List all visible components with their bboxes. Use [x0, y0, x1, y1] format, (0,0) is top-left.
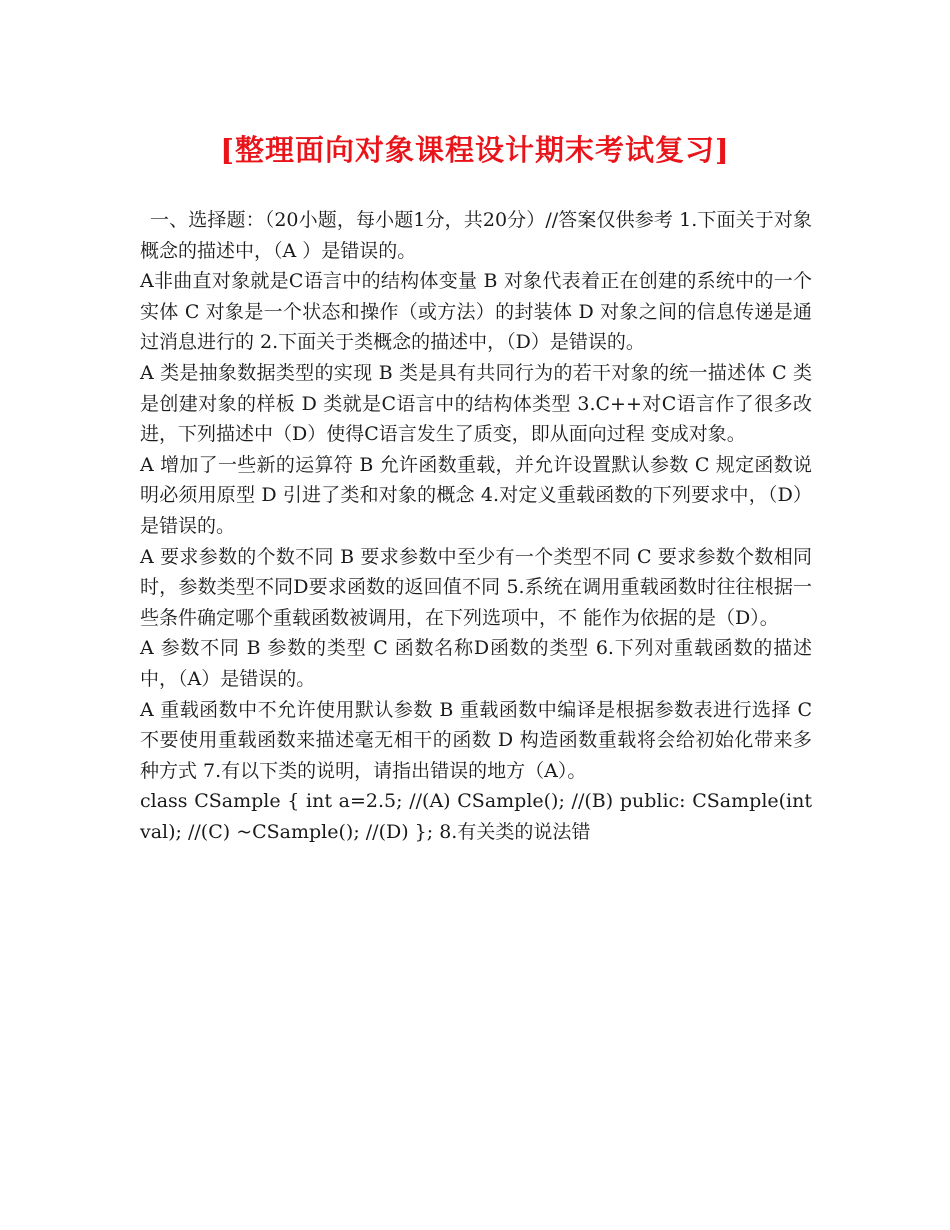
paragraph: 一、选择题：（20小题，每小题1分，共20分）//答案仅供参考 1.下面关于对象概念的描述中，（A ）是错误的。	[140, 209, 812, 262]
paragraph: A 重载函数中不允许使用默认参数 B 重载函数中编译是根据参数表进行选择 C 不要使用重载函数来描述毫无相干的函数 D 构造函数重载将会给初始化带来多种方式 7.有以下类的说明，请指出错误的地方（A）。	[140, 698, 812, 782]
document-title: [整理面向对象课程设计期末考试复习]	[220, 133, 730, 167]
code-paragraph: class CSample { int a=2.5; //(A) CSample(); //(B) public: CSample(int val); //(C) ~CSample(); //(D) }; 8.有关类的说法错	[140, 790, 812, 843]
paragraph: A 类是抽象数据类型的实现 B 类是具有共同行为的若干对象的统一描述体 C 类是创建对象的样板 D 类就是C语言中的结构体类型 3.C++对C语言作了很多改进，下列描述中（D）使得C语言发生了质变，即从面向过程 变成对象。	[140, 361, 812, 446]
paragraph: A 要求参数的个数不同 B 要求参数中至少有一个类型不同 C 要求参数个数相同时，参数类型不同D要求函数的返回值不同 5.系统在调用重载函数时往往根据一些条件确定哪个重载函数被调用，在下列选项中，不 能作为依据的是（D）。	[140, 545, 812, 629]
paragraph: A 增加了一些新的运算符 B 允许函数重载，并允许设置默认参数 C 规定函数说明必须用原型 D 引进了类和对象的概念 4.对定义重载函数的下列要求中，（D）是错误的。	[140, 453, 812, 537]
document-body	[140, 205, 812, 847]
paragraph: A 参数不同 B 参数的类型 C 函数名称D函数的类型 6.下列对重载函数的描述中，（A）是错误的。	[140, 637, 812, 690]
paragraph: A非曲直对象就是C语言中的结构体变量 B 对象代表着正在创建的系统中的一个实体 C 对象是一个状态和操作（或方法）的封装体 D 对象之间的信息传递是通过消息进行的 2.下面关于类概念的描述中，（D）是错误的。	[140, 270, 812, 354]
